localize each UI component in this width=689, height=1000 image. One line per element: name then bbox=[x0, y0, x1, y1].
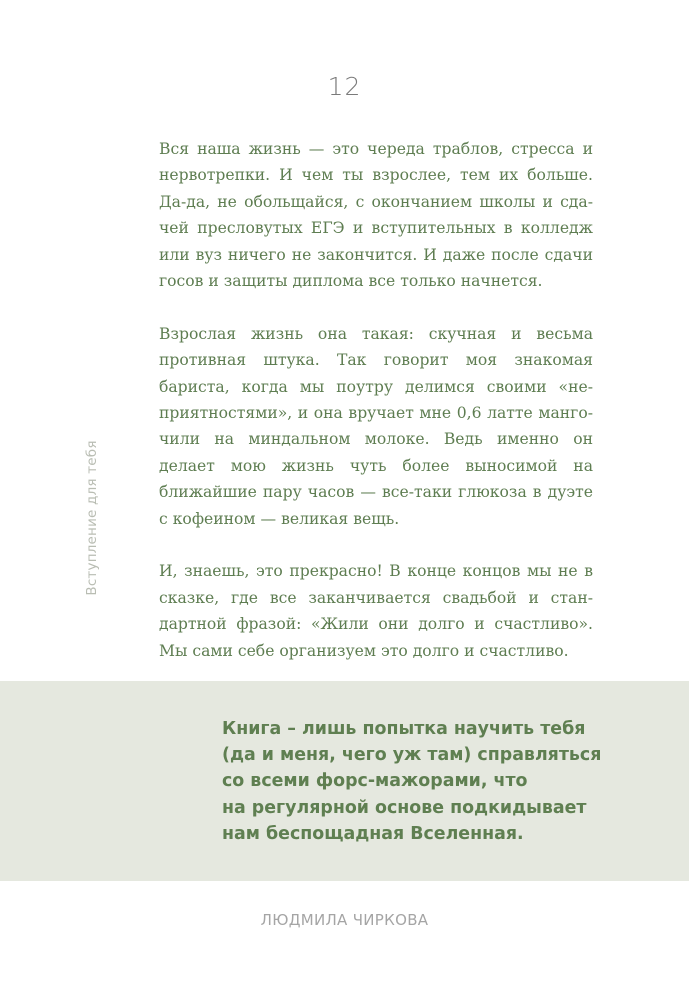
page-number: 12 bbox=[327, 72, 362, 101]
author-name: ЛЮДМИЛА ЧИРКОВА bbox=[260, 911, 429, 929]
quote-line: нам беспощадная Вселенная. bbox=[222, 823, 524, 844]
quote-line: (да и меня, чего уж там) справляться bbox=[222, 745, 602, 766]
quote-line: со всеми форс-мажорами, что bbox=[222, 771, 528, 792]
quote-line: Книга – лишь попытка научить тебя bbox=[222, 719, 586, 739]
quote-line: на регулярной основе подкидывает bbox=[222, 797, 587, 818]
body-text bbox=[159, 136, 593, 690]
section-label: Вступление для тебя bbox=[84, 440, 100, 596]
pull-quote bbox=[222, 716, 642, 847]
paragraph-2: Взрослая жизнь она такая: скучная и весьма противная штука. Так говорит моя знакомая бариста, когда мы поутру делимся своими «неприятностями», и она вручает мне 0,6 латте манго-чили на миндальном молоке. Ведь именно он делает мою жизнь чуть более выносимой на ближайшие пару часов — все-таки глюкоза в дуэте с кофеином — великая вещь. bbox=[159, 324, 593, 528]
paragraph-3: И, знаешь, это прекрасно! В конце концов мы не в сказке, где все заканчивается свадьбой и стандартной фразой: «Жили они долго и счастливо». Мы сами себе организуем это долго и счастливо. bbox=[159, 562, 593, 660]
paragraph-1: Вся наша жизнь — это череда траблов, стресса и нервотрепки. И чем ты взрослее, тем их больше. Да-да, не обольщайся, с окончанием школы и сдачей пресловутых ЕГЭ и вступительных в колледж или вуз ничего не закончится. И даже после сдачи госов и защиты диплома все только начнется. bbox=[159, 140, 593, 291]
